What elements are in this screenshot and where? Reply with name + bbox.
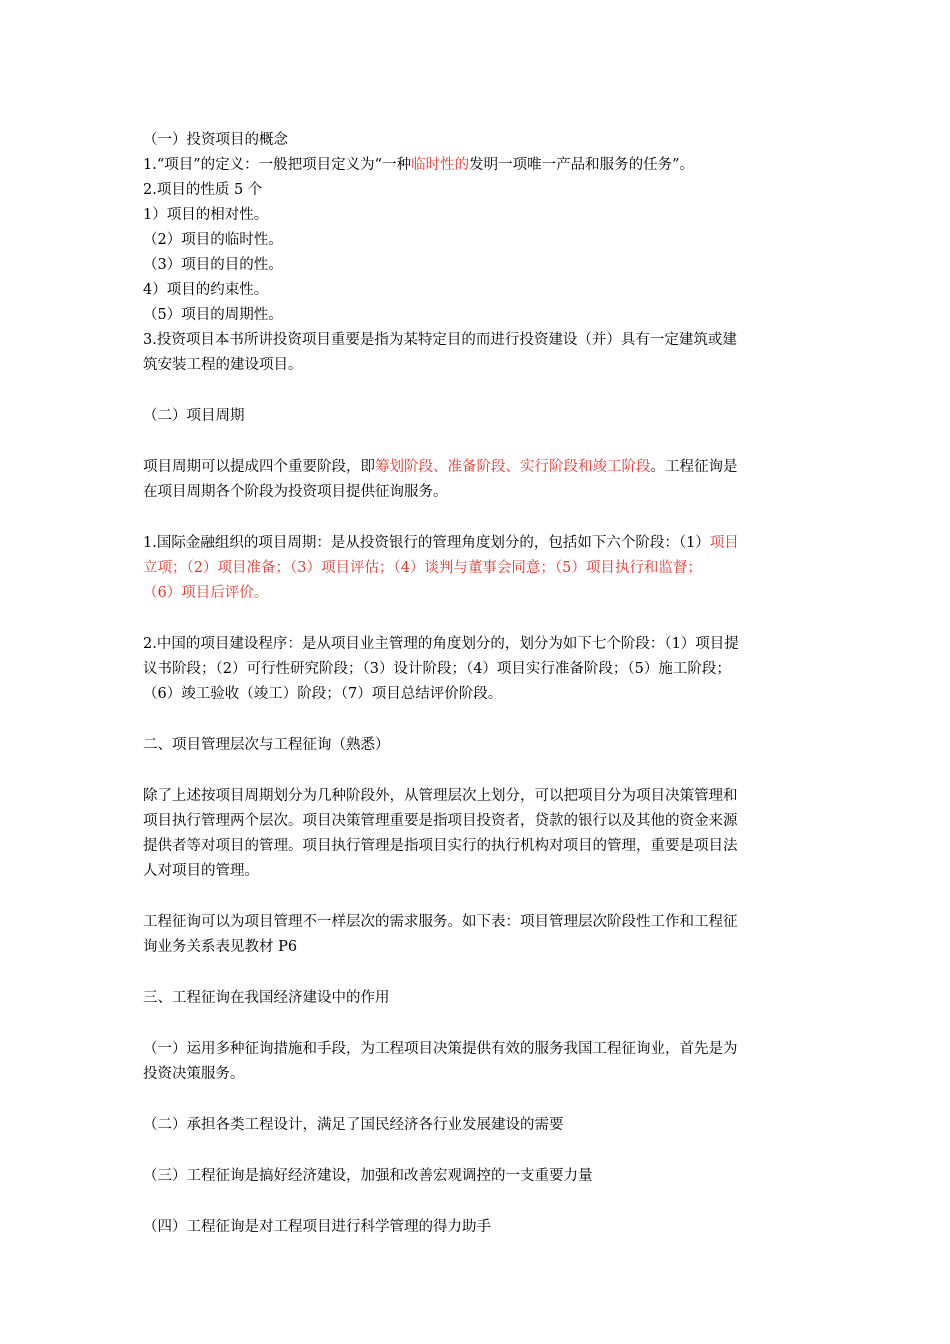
management-para-line-3: 提供者等对项目的管理。项目执行管理是指项目实行的执行机构对项目的管理，重要是项目法 — [143, 838, 738, 854]
nature-item: 4）项目的约束性。 — [143, 282, 269, 298]
intl-cycle-line-3: （6）项目后评价。 — [143, 585, 269, 601]
definition-prefix: 1.“项目”的定义：一般把项目定义为“一种 — [143, 157, 412, 173]
section-heading-management-levels: 二、项目管理层次与工程征询（熟悉） — [143, 737, 390, 753]
project-cycle-intro-line-2: 在项目周期各个阶段为投资项目提供征询服务。 — [143, 484, 448, 500]
intro-prefix: 项目周期可以提成四个重要阶段，即 — [143, 459, 375, 475]
role-item-4: （四）工程征询是对工程项目进行科学管理的得力助手 — [143, 1219, 491, 1235]
role-item-3: （三）工程征询是搞好经济建设，加强和改善宏观调控的一支重要力量 — [143, 1168, 593, 1184]
investment-project-line-2: 筑安装工程的建设项目。 — [143, 357, 303, 373]
nature-item: （3）项目的目的性。 — [143, 257, 283, 273]
document-body — [143, 128, 811, 1240]
project-definition — [143, 153, 811, 178]
section-heading-role: 三、工程征询在我国经济建设中的作用 — [143, 990, 390, 1006]
project-cycle-intro-line-1 — [143, 455, 811, 480]
china-procedure-line-1: 2.中国的项目建设程序：是从项目业主管理的角度划分的，划分为如下七个阶段：（1）项目提 — [143, 636, 739, 652]
intro-suffix: 。工程征询是 — [650, 459, 738, 475]
management-para-line-4: 人对项目的管理。 — [143, 863, 259, 879]
intl-cycle-line-2: 立项；（2）项目准备；（3）项目评估；（4）谈判与董事会同意；（5）项目执行和监督； — [143, 560, 702, 576]
intl-highlight-start: 项目 — [709, 535, 739, 551]
management-para-line-2: 项目执行管理两个层次。项目决策管理重要是指项目投资者，贷款的银行以及其他的资金来源 — [143, 813, 738, 829]
management-para-line-1: 除了上述按项目周期划分为几种阶段外，从管理层次上划分，可以把项目分为项目决策管理和 — [143, 788, 738, 804]
nature-item: （2）项目的临时性。 — [143, 232, 283, 248]
nature-title: 2.项目的性质 5 个 — [143, 182, 263, 198]
nature-item: （5）项目的周期性。 — [143, 307, 283, 323]
china-procedure-line-2: 议书阶段；（2）可行性研究阶段；（3）设计阶段；（4）项目实行准备阶段；（5）施工阶段； — [143, 661, 731, 677]
china-procedure-line-3: （6）竣工验收（竣工）阶段；（7）项目总结评价阶段。 — [143, 686, 503, 702]
section-heading-investment-concept: （一）投资项目的概念 — [143, 132, 288, 148]
role-item-1-line-1: （一）运用多种征询措施和手段，为工程项目决策提供有效的服务我国工程征询业，首先是为 — [143, 1041, 738, 1057]
section-heading-project-cycle: （二）项目周期 — [143, 408, 245, 424]
intl-prefix: 1.国际金融组织的项目周期：是从投资银行的管理角度划分的，包括如下六个阶段：（1） — [143, 535, 710, 551]
intl-cycle-line-1 — [143, 531, 811, 556]
definition-suffix: 发明一项唯一产品和服务的任务”。 — [469, 157, 694, 173]
role-item-2: （二）承担各类工程设计，满足了国民经济各行业发展建设的需要 — [143, 1117, 564, 1133]
definition-highlight: 临时性的 — [411, 157, 470, 173]
table-reference-line-2: 询业务关系表见教材 P6 — [143, 939, 298, 955]
investment-project-line-1: 3.投资项目本书所讲投资项目重要是指为某特定目的而进行投资建设（并）具有一定建筑或建 — [143, 332, 737, 348]
role-item-1-line-2: 投资决策服务。 — [143, 1066, 245, 1082]
table-reference-line-1: 工程征询可以为项目管理不一样层次的需求服务。如下表：项目管理层次阶段性工作和工程征 — [143, 914, 738, 930]
nature-item: 1）项目的相对性。 — [143, 207, 269, 223]
intro-highlight: 筹划阶段、准备阶段、实行阶段和竣工阶段 — [375, 459, 651, 475]
